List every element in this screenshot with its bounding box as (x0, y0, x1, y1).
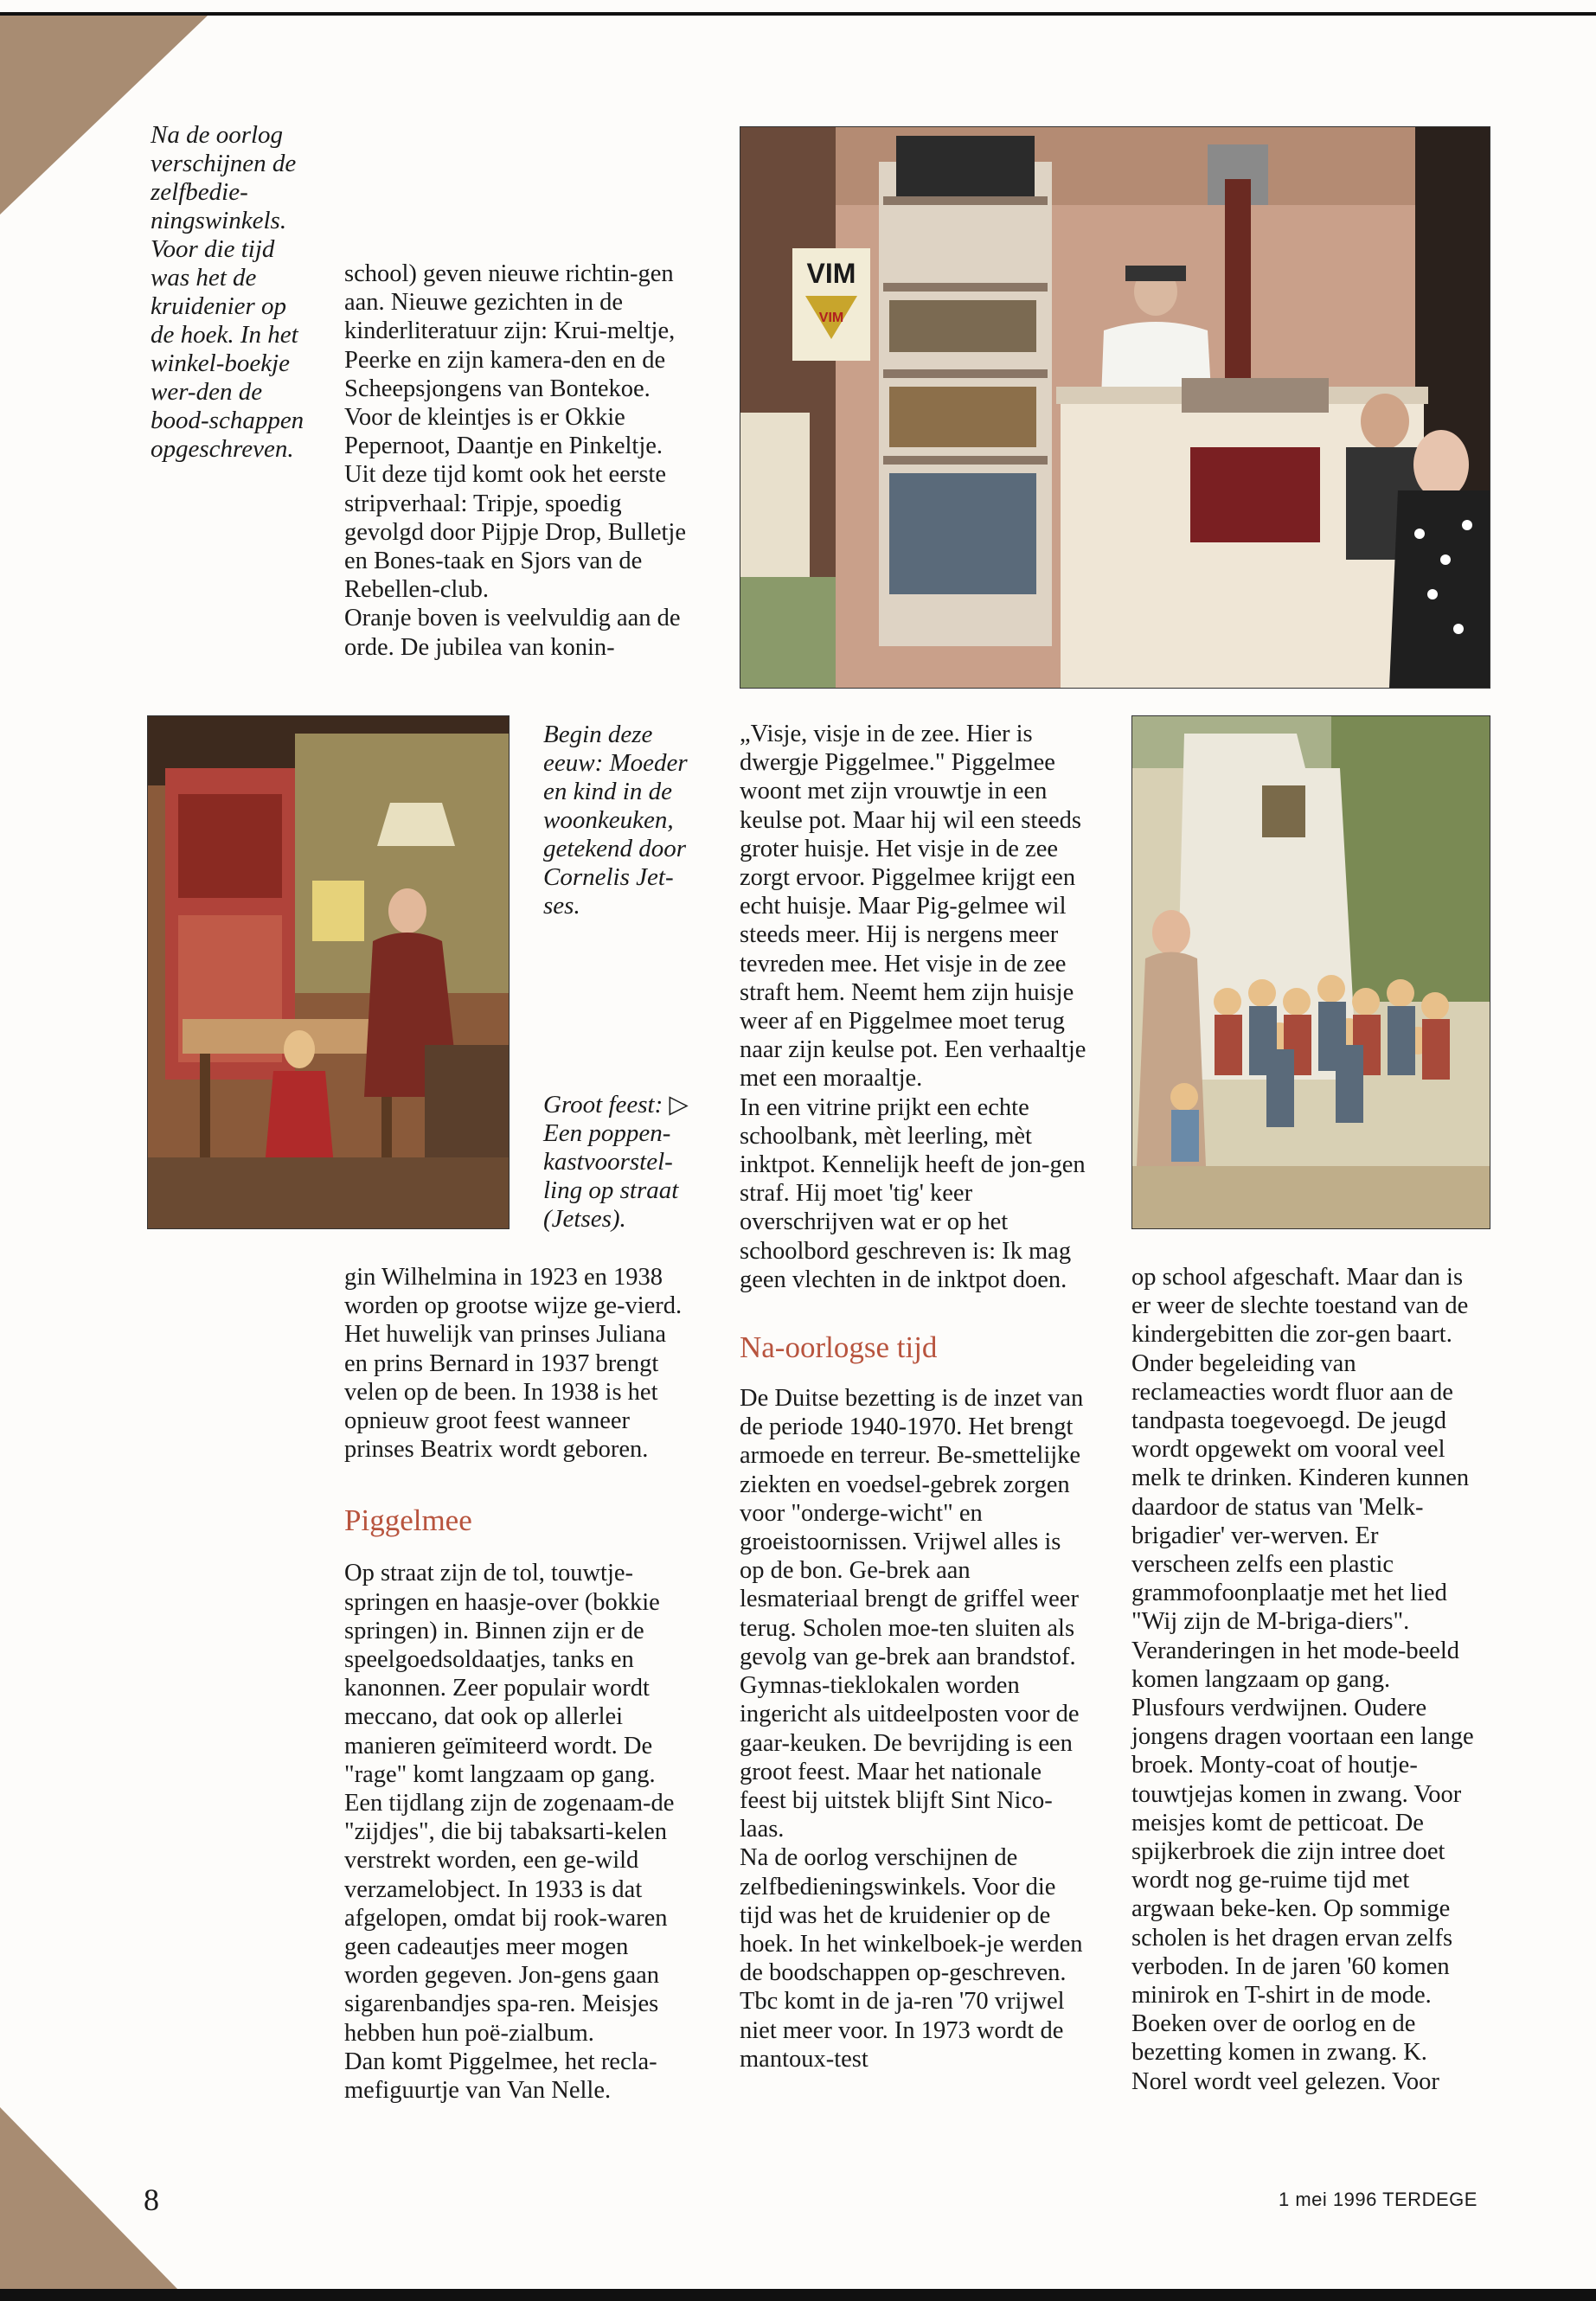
paragraph: gin Wilhelmina in 1923 en 1938 worden op grootse wijze ge-vierd. Het huwelijk van prinses Juliana en prins Bernard in 1937 brengt velen op de been. In 1938 is het opnieuw groot feest wanneer prinses Beatrix wordt geboren. (344, 1264, 683, 1464)
paragraph: Na de oorlog verschijnen de zelfbedieningswinkels. Voor die tijd was het de kruidenier op de hoek. In het winkelboek-je werden de boodschappen op-geschreven. Tbc komt in de ja-ren '70 vrijwel niet meer voor. In 1973 wordt de mantoux-test (740, 1844, 1083, 2073)
column-1-upper (344, 260, 695, 662)
paragraph: Oranje boven is veelvuldig aan de orde. De jubilea van konin- (344, 605, 681, 661)
paragraph: school) geven nieuwe richtin-gen aan. Nieuwe gezichten in de kinderliteratuur zijn: Krui-meltje, Peerke en zijn kamera-den en de Scheepsjongens van Bontekoe. Voor de kleintjes is er Okkie Pepernoot, Daantje en Pinkeltje. Uit deze tijd komt ook het eerste stripverhaal: Tripje, spoedig gevolgd door Pijpje Drop, Bulletje en Bones-taak en Sjors van de Rebellen-club. (344, 260, 686, 604)
paragraph: In een vitrine prijkt een echte schoolbank, mèt leerling, mèt inktpot. Kennelijk heeft de jon-gen straf. Hij moet 'tig' keer overschrijven wat er op het schoolbord geschreven is: Ik mag geen vlechten in de inktpot doen. (740, 1093, 1086, 1293)
column-3 (1131, 1263, 1482, 2096)
photo-kitchen-drawing (147, 715, 510, 1229)
vim-sign-text: VIM (806, 258, 856, 289)
section-heading-naoorlogse-tijd: Na-oorlogse tijd (740, 1330, 938, 1365)
page-number: 8 (144, 2182, 159, 2217)
paragraph: Boeken over de oorlog en de bezetting komen in zwang. K. Norel wordt veel gelezen. Voor (1131, 2010, 1439, 2095)
photo-grocery-shop (740, 126, 1490, 689)
folio-date-magazine: 1 mei 1996 TERDEGE (1279, 2189, 1477, 2210)
paragraph: Op straat zijn de tol, touwtje-springen en haasje-over (bokkie springen) in. Binnen zijn er de speelgoedsoldaatjes, tanks en kanonnen. Zeer populair wordt meccano, dat ook op allerlei manieren geïmiteerd wordt. De "rage" komt langzaam op gang. Een tijdlang zijn de zogenaam-de "zijdjes", die bij tabaksarti-kelen verstrekt worden, een ge-wild verzamelobject. In 1933 is dat afgelopen, omdat bij rook-waren geen cadeautjes meer mogen worden gegeven. Jon-gens gaan sigarenbandjes spa-ren. Meisjes hebben hun poë-zialbum. (344, 1560, 675, 2047)
paragraph: Veranderingen in het mode-beeld komen langzaam op gang. Plusfours verdwijnen. Oudere jongens dragen voortaan een lange broek. Monty-coat of houtje-touwtjejas komen in zwang. Voor meisjes komt de petticoat. De spijkerbroek die zijn intree doet wordt nog ge-ruime tijd met argwaan beke-ken. Op sommige scholen is het dragen ervan zelfs verboden. In de jaren '60 komen minirok en T-shirt in de mode. (1131, 1637, 1474, 2009)
paragraph: op school afgeschaft. Maar dan is er weer de slechte toestand van de kindergebitten die zor-gen baart. Onder begeleiding van reclameacties wordt fluor aan de tandpasta toegevoegd. De jeugd wordt opgewekt om vooral veel melk te drinken. Kinderen kunnen daardoor de status van 'Melk-brigadier' ver-werven. Er verscheen zelfs een plastic grammofoonplaatje met het lied "Wij zijn de M-briga-diers". (1131, 1264, 1470, 1636)
paragraph: De Duitse bezetting is de inzet van de periode 1940-1970. Het brengt armoede en terreur. Be-smettelijke ziekten en voedsel-gebrek zorgen voor "onderge-wicht" en groeistoornissen. Vrijwel alles is op de bon. Ge-brek aan lesmateriaal brengt de griffel weer terug. Scholen moe-ten sluiten als gevolg van ge-brek aan brandstof. Gymnas-tieklokalen worden ingericht als uitdeelposten voor de gaar-keuken. De bevrijding is een groot feest. Maar het nationale feest bij uitstek blijft Sint Nico-laas. (740, 1385, 1084, 1843)
photo-puppet-show (1131, 715, 1490, 1229)
paragraph: Dan komt Piggelmee, het recla-mefiguurtje van Van Nelle. (344, 2048, 657, 2105)
section-heading-piggelmee: Piggelmee (344, 1503, 472, 1538)
bottom-rule (0, 2289, 1596, 2301)
column-1-lower (344, 1263, 695, 2105)
vim-sign-small: VIM (818, 311, 844, 325)
paragraph: „Visje, visje in de zee. Hier is dwergje Piggelmee." Piggelmee woont met zijn vrouwtje in een keulse pot. Maar hij wil een steeds groter huisje. Het visje in de zee zorgt ervoor. Piggelmee krijgt een echt huisje. Maar Pig-gelmee wil steeds meer. Hij is nergens meer tevreden mee. Het visje in de zee straft hem. Neemt hem zijn huisje weer af en Piggelmee moet terug naar zijn keulse pot. Een verhaaltje met een moraaltje. (740, 721, 1086, 1093)
caption-puppet-show: Groot feest: ▷ Een poppen-kastvoorstel-ling op straat (Jetses). (543, 1091, 689, 1233)
caption-shop: Na de oorlog verschijnen de zelfbedie-ningswinkels. Voor die tijd was het de kruidenier op de hoek. In het winkel-boekje wer-den de bood-schappen opgeschreven. (151, 121, 304, 463)
top-rule (0, 12, 1596, 16)
caption-kitchen: Begin deze eeuw: Moeder en kind in de woonkeuken, getekend door Cornelis Jet-ses. (543, 721, 688, 920)
column-2 (740, 720, 1090, 2073)
